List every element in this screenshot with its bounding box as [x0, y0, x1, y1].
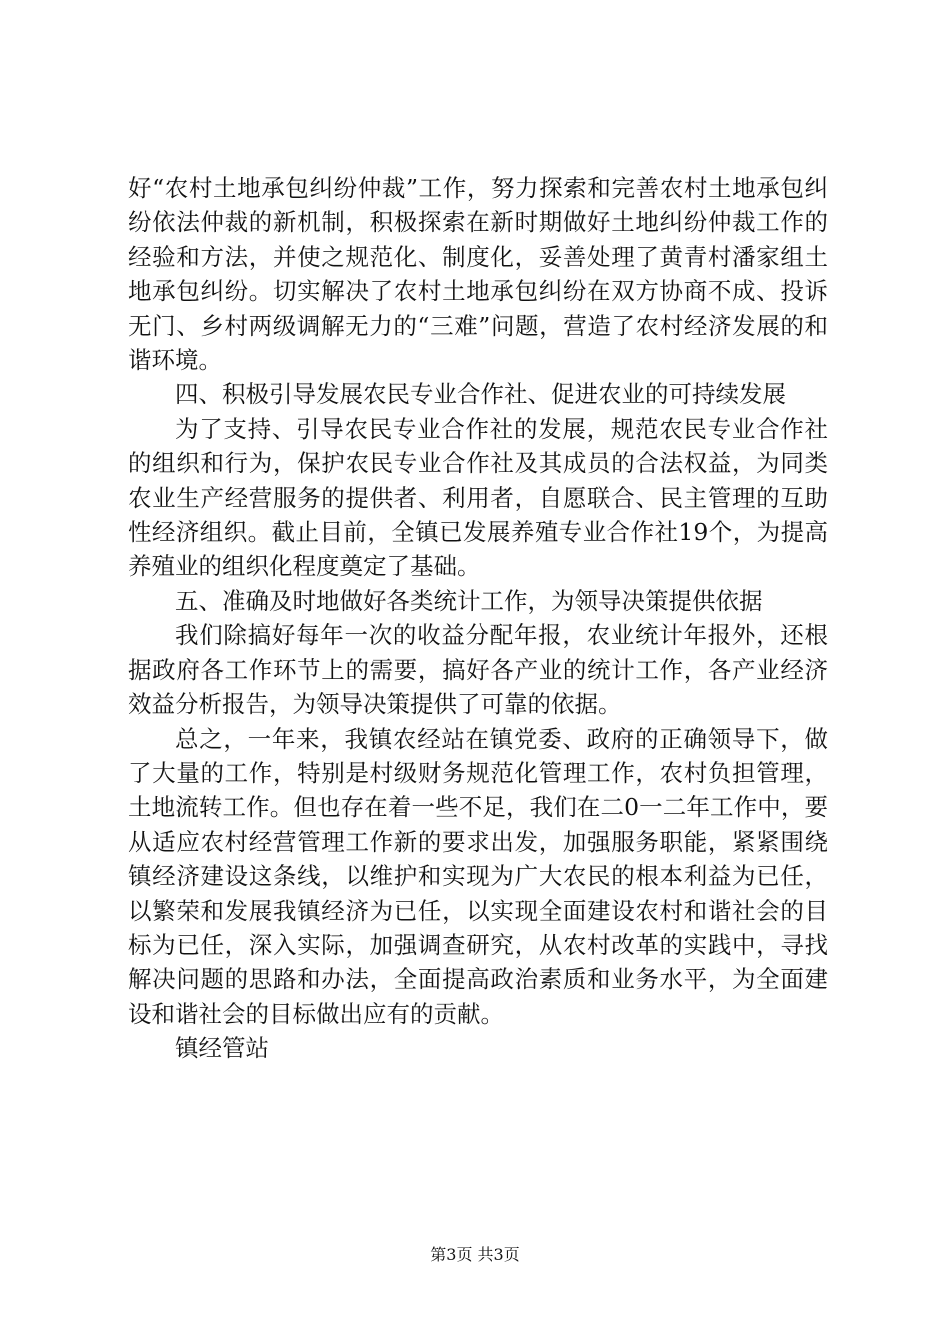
section-heading-statistics: 五、准确及时地做好各类统计工作，为领导决策提供依据 [175, 586, 763, 615]
paragraph-continuation: 好“农村土地承包纠纷仲裁”工作，努力探索和完善农村土地承包纠纷依法仲裁的新机制，积极探索在新时期做好土地纠纷仲裁工作的经验和方法，并使之规范化、制度化，妥善处理了黄青村潘家组土地承包纠纷。切实解决了农村土地承包纠纷在双方协商不成、投诉无门、乡村两级调解无力的“三难”问题，营造了农村经济发展的和谐环境。 [128, 174, 828, 375]
paragraph-cooperatives: 为了支持、引导农民专业合作社的发展，规范农民专业合作社的组织和行为，保护农民专业合作社及其成员的合法权益，为同类农业生产经营服务的提供者、利用者，自愿联合、民主管理的互助性经济组织。截止目前，全镇已发展养殖专业合作社19个，为提高养殖业的组织化程度奠定了基础。 [128, 414, 828, 581]
paragraph-statistics: 我们除搞好每年一次的收益分配年报，农业统计年报外，还根据政府各工作环节上的需要，搞好各产业的统计工作，各产业经济效益分析报告，为领导决策提供了可靠的依据。 [128, 621, 828, 719]
signature-office: 镇经管站 [175, 1034, 269, 1063]
document-body [128, 171, 828, 1066]
section-heading-cooperatives: 四、积极引导发展农民专业合作社、促进农业的可持续发展 [175, 380, 786, 409]
page-footer: 第3页 共3页 [430, 1245, 520, 1264]
paragraph-summary: 总之，一年来，我镇农经站在镇党委、政府的正确领导下，做了大量的工作，特别是村级财务规范化管理工作，农村负担管理，土地流转工作。但也存在着一些不足，我们在二0一二年工作中，要从适应农村经营管理工作新的要求出发，加强服务职能，紧紧围绕镇经济建设这条线，以维护和实现为广大农民的根本利益为已任，以繁荣和发展我镇经济为已任，以实现全面建设农村和谐社会的目标为已任，深入实际，加强调查研究，从农村改革的实践中，寻找解决问题的思路和办法，全面提高政治素质和业务水平，为全面建设和谐社会的目标做出应有的贡献。 [128, 724, 828, 1028]
